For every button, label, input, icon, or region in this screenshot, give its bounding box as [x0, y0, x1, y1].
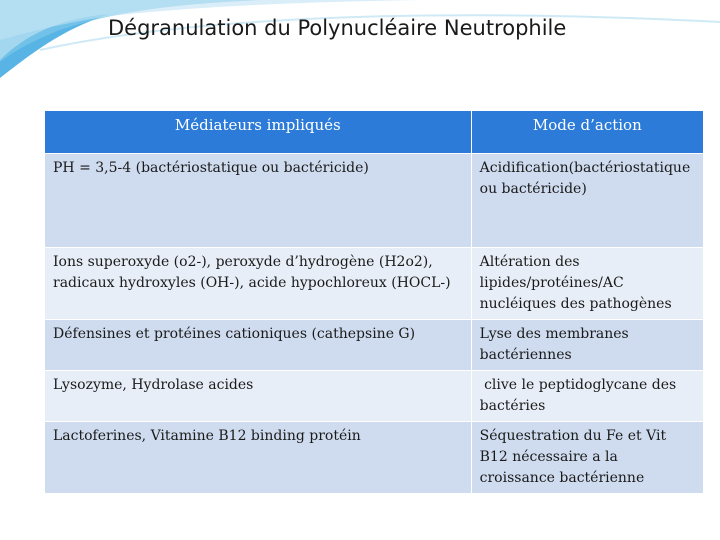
action-cell: Lyse des membranes bactériennes — [471, 320, 703, 371]
mediator-cell: Lactoferines, Vitamine B12 binding protéin — [45, 422, 472, 494]
table-row — [45, 154, 704, 248]
action-cell: Acidification(bactériostatique ou bactéricide) — [471, 154, 703, 248]
table-row — [45, 320, 704, 371]
mediator-cell: Défensines et protéines cationiques (cathepsine G) — [45, 320, 472, 371]
action-cell: clive le peptidoglycane des bactéries — [471, 371, 703, 422]
action-cell: Séquestration du Fe et Vit B12 nécessaire a la croissance bactérienne — [471, 422, 703, 494]
table-row — [45, 422, 704, 494]
mediator-cell: PH = 3,5-4 (bactériostatique ou bactéricide) — [45, 154, 472, 248]
table-row — [45, 371, 704, 422]
action-cell: Altération des lipides/protéines/AC nucléiques des pathogènes — [471, 248, 703, 320]
mediators-table — [44, 110, 704, 494]
slide-title: Dégranulation du Polynucléaire Neutrophile — [108, 16, 567, 40]
mediator-cell: Lysozyme, Hydrolase acides — [45, 371, 472, 422]
mediator-cell: Ions superoxyde (o2-), peroxyde d’hydrogène (H2o2), radicaux hydroxyles (OH-), acide hypochloreux (HOCL-) — [45, 248, 472, 320]
table-row — [45, 248, 704, 320]
table-header-row — [45, 111, 704, 154]
header-action: Mode d’action — [471, 111, 703, 154]
header-mediators: Médiateurs impliqués — [45, 111, 472, 154]
